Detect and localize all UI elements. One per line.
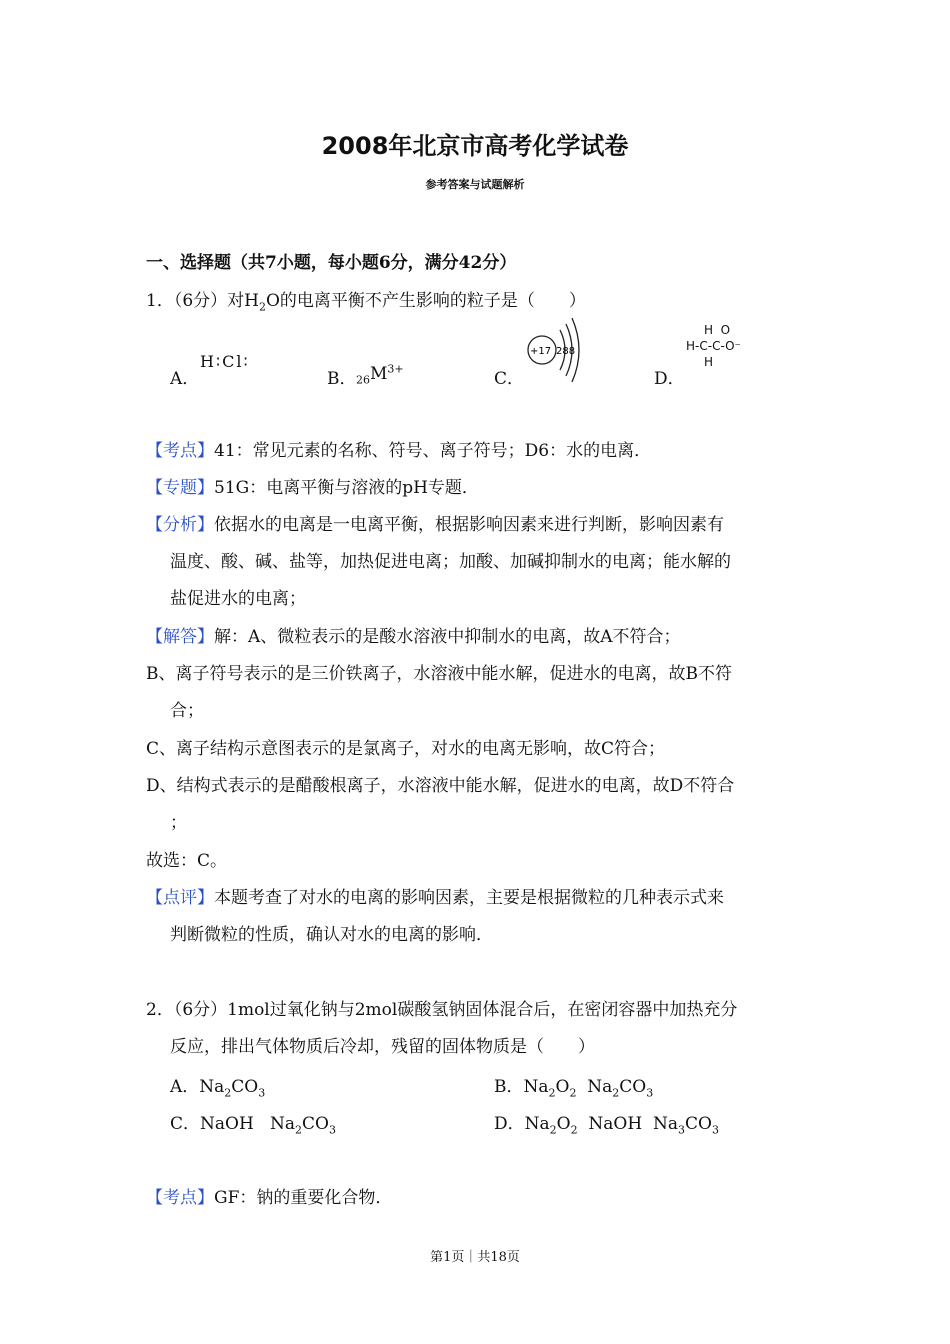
question-2-stem-line2: 反应，排出气体物质后冷却，残留的固体物质是（ ） <box>170 1037 595 1057</box>
svg-text:288: 288 <box>556 346 576 357</box>
q1-kaodian: 【考点】41：常见元素的名称、符号、离子符号；D6：水的电离． <box>146 441 652 461</box>
acetate-structure: H O H-C-C-O⁻ H <box>686 323 741 369</box>
page-title: 2008年北京市高考化学试卷 <box>321 132 629 160</box>
page-footer: 第1页｜共18页 <box>430 1250 520 1265</box>
q2-option-a: A．$Na_2CO_3$ <box>170 1077 266 1100</box>
q1-zhuanti: 【专题】51G：电离平衡与溶液的pH专题． <box>146 478 479 498</box>
q1-fenxi-line3: 盐促进水的电离； <box>170 589 306 609</box>
option-c-label: C． <box>494 369 525 389</box>
q1-fenxi: 【分析】依据水的电离是一电离平衡，根据影响因素来进行判断，影响因素有 <box>146 515 724 535</box>
option-d-label: D． <box>654 369 685 389</box>
q1-jieda-line6: ； <box>170 813 187 833</box>
svg-text:+17: +17 <box>530 346 552 357</box>
q1-answer: 故选：C。 <box>146 851 228 871</box>
question-2-stem: 2．（6分）1mol过氧化钠与2mol碳酸氢钠固体混合后，在密闭容器中加热充分 <box>146 1000 738 1020</box>
q2-kaodian: 【考点】GF：钠的重要化合物． <box>146 1188 393 1208</box>
q1-jieda-line2: B、离子符号表示的是三价铁离子，水溶液中能水解，促进水的电离，故B不符 <box>146 664 732 684</box>
q1-fenxi-line2: 温度、酸、碱、盐等，加热促进电离；加酸、加碱抑制水的电离；能水解的 <box>170 552 731 572</box>
q1-jieda-line5: D、结构式表示的是醋酸根离子，水溶液中能水解，促进水的电离，故D不符合 <box>146 776 735 796</box>
q2-option-b: B．$Na_2O_2$ $Na_2CO_3$ <box>494 1077 654 1100</box>
option-b-ion-symbol: $_{26}M^{3+}$ <box>356 362 404 387</box>
q2-option-d: D．$Na_2O_2$ NaOH $Na_3CO_3$ <box>494 1114 719 1137</box>
q1-dianping-line2: 判断微粒的性质，确认对水的电离的影响． <box>170 925 493 945</box>
option-a-label: A． <box>170 369 200 389</box>
ion-structure-diagram <box>522 316 582 384</box>
q2-option-c: C．NaOH $Na_2CO_3$ <box>170 1114 336 1137</box>
section-heading: 一、选择题（共7小题，每小题6分，满分42分） <box>146 253 517 273</box>
option-a-formula: H∶Cl∶ <box>200 352 250 371</box>
q1-dianping: 【点评】本题考查了对水的电离的影响因素，主要是根据微粒的几种表示式来 <box>146 888 724 908</box>
page-subtitle: 参考答案与试题解析 <box>425 178 525 191</box>
question-1-stem: 1．（6分）对$H_2O$的电离平衡不产生影响的粒子是（ ） <box>146 291 586 314</box>
q1-jieda-line3: 合； <box>170 701 204 721</box>
q1-jieda-line4: C、离子结构示意图表示的是氯离子，对水的电离无影响，故C符合； <box>146 739 666 759</box>
q1-jieda: 【解答】解：A、微粒表示的是酸水溶液中抑制水的电离，故A不符合； <box>146 627 681 647</box>
option-b-label: B． <box>327 369 357 389</box>
